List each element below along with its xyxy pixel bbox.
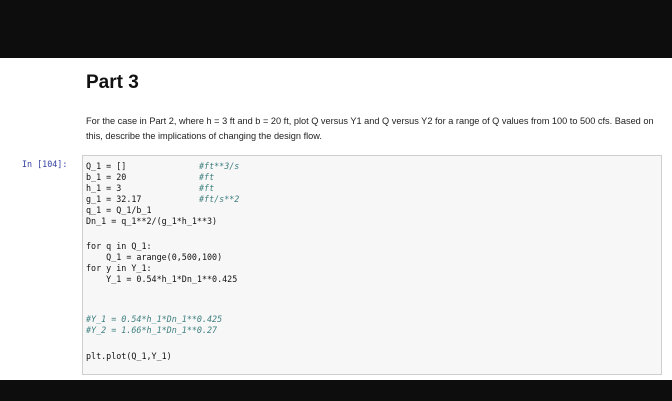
- markdown-title: Part 3: [86, 72, 139, 93]
- code-line: g_1 = 32.17: [86, 194, 142, 204]
- markdown-paragraph: For the case in Part 2, where h = 3 ft and b = 20 ft, plot Q versus Y1 and Q versus Y2 for a range of Q values from 100 to 500 cfs. Based on this, describe the implications of changing the design flow.: [86, 116, 654, 141]
- code-line: q_1 = Q_1/b_1: [86, 205, 152, 215]
- code-line: Q_1 = arange(0,500,100): [86, 252, 223, 262]
- code-inline-comment: #ft/s**2: [199, 194, 240, 204]
- top-dark-bar: [0, 0, 672, 58]
- code-line: Dn_1 = q_1**2/(g_1*h_1**3): [86, 216, 218, 226]
- cell-prompt: In [104]:: [22, 159, 68, 169]
- code-comment-line: #Y_1 = 0.54*h_1*Dn_1**0.425: [86, 314, 223, 324]
- code-line: b_1 = 20: [86, 172, 127, 182]
- code-line: Y_1 = 0.54*h_1*Dn_1**0.425: [86, 274, 238, 284]
- code-line: for q in Q_1:: [86, 241, 152, 251]
- code-line: for y in Y_1:: [86, 263, 152, 273]
- notebook-area: [0, 58, 672, 380]
- code-line: h_1 = 3: [86, 183, 122, 193]
- code-inline-comment: #ft**3/s: [199, 161, 240, 171]
- code-inline-comment: #ft: [199, 183, 215, 193]
- bottom-dark-bar: [0, 380, 672, 401]
- code-comment-line: #Y_2 = 1.66*h_1*Dn_1**0.27: [86, 325, 218, 335]
- code-line: Q_1 = []: [86, 161, 127, 171]
- code-cell-editor[interactable]: [82, 155, 662, 375]
- code-inline-comment: #ft: [199, 172, 215, 182]
- code-line: plt.plot(Q_1,Y_1): [86, 351, 172, 361]
